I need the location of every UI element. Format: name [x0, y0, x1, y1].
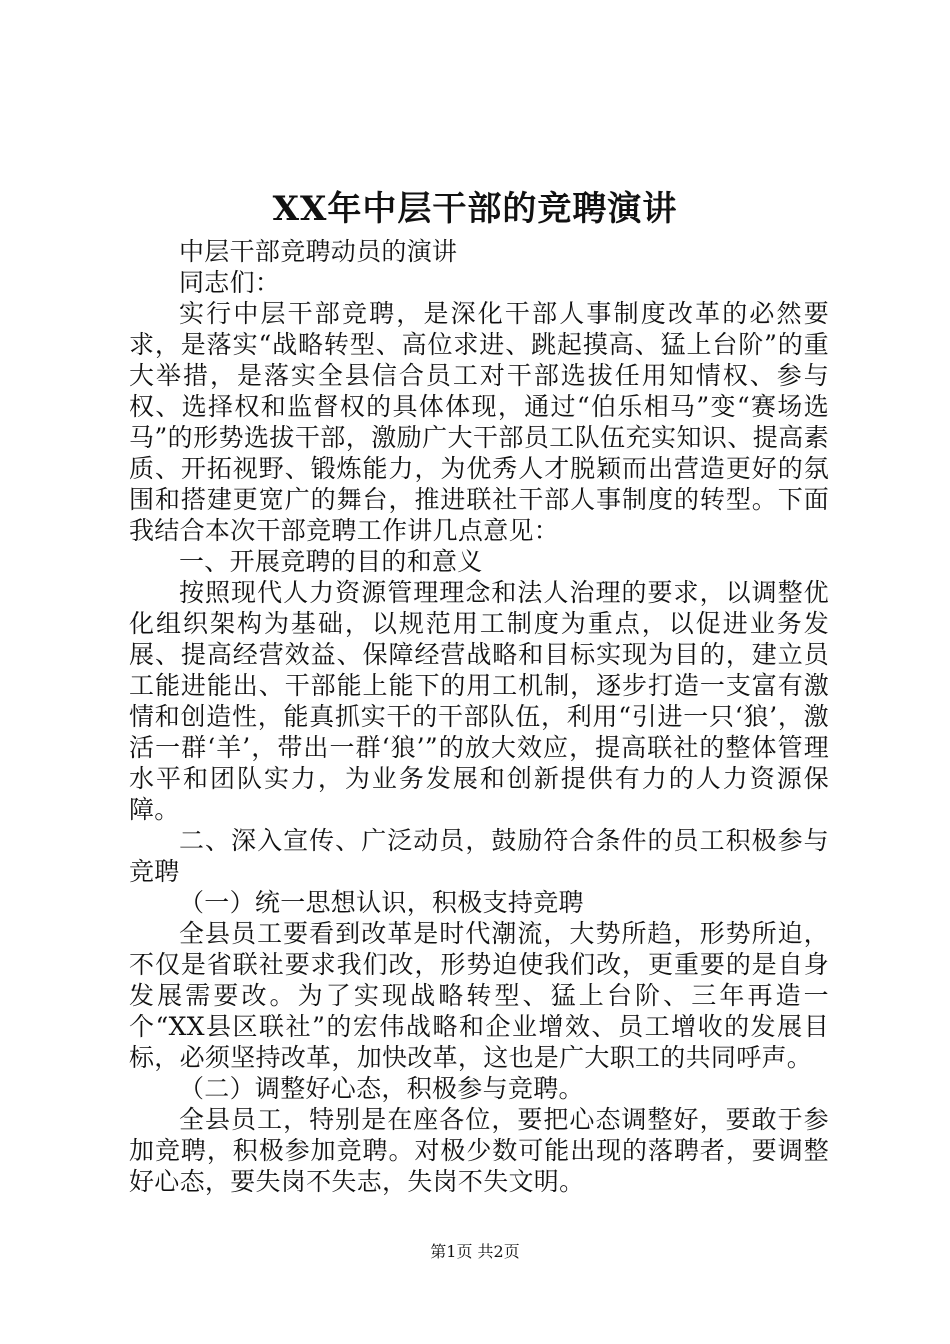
page-footer: 第1页 共2页 [430, 1242, 520, 1261]
section-heading: 二、深入宣传、广泛动员，鼓励符合条件的员工积极参与竞聘 [129, 826, 829, 886]
paragraph: 全县员工，特别是在座各位，要把心态调整好，要敢于参加竞聘，积极参加竞聘。对极少数可能出现的落聘者，要调整好心态，要失岗不失志，失岗不失文明。 [129, 1105, 829, 1196]
subsection-heading: （二）调整好心态，积极参与竞聘。 [179, 1074, 584, 1103]
paragraph: 中层干部竞聘动员的演讲 [179, 237, 458, 266]
paragraph: 同志们： [179, 268, 281, 297]
paragraph: 全县员工要看到改革是时代潮流，大势所趋，形势所迫，不仅是省联社要求我们改，形势迫使我们改，更重要的是自身发展需要改。为了实现战略转型、猛上台阶、三年再造一个“XX县区联社”的宏伟战略和企业增效、员工增收的发展目标，必须坚持改革，加快改革，这也是广大职工的共同呼声。 [129, 919, 829, 1072]
document-body [129, 236, 829, 1197]
section-heading: 一、开展竞聘的目的和意义 [179, 547, 483, 576]
paragraph: 实行中层干部竞聘，是深化干部人事制度改革的必然要求，是落实“战略转型、高位求进、跳起摸高、猛上台阶”的重大举措，是落实全县信合员工对干部选拔任用知情权、参与权、选择权和监督权的具体体现，通过“伯乐相马”变“赛场选马”的形势选拔干部，激励广大干部员工队伍充实知识、提高素质、开拓视野、锻炼能力，为优秀人才脱颖而出营造更好的氛围和搭建更宽广的舞台，推进联社干部人事制度的转型。下面我结合本次干部竞聘工作讲几点意见： [129, 299, 829, 545]
document-title: XX年中层干部的竞聘演讲 [272, 189, 678, 229]
paragraph: 按照现代人力资源管理理念和法人治理的要求，以调整优化组织架构为基础，以规范用工制度为重点，以促进业务发展、提高经营效益、保障经营战略和目标实现为目的，建立员工能进能出、干部能上能下的用工机制，逐步打造一支富有激情和创造性，能真抓实干的干部队伍，利用“引进一只‘狼’，激活一群‘羊’，带出一群‘狼’”的放大效应，提高联社的整体管理水平和团队实力，为业务发展和创新提供有力的人力资源保障。 [129, 578, 829, 824]
subsection-heading: （一）统一思想认识，积极支持竞聘 [179, 888, 584, 917]
